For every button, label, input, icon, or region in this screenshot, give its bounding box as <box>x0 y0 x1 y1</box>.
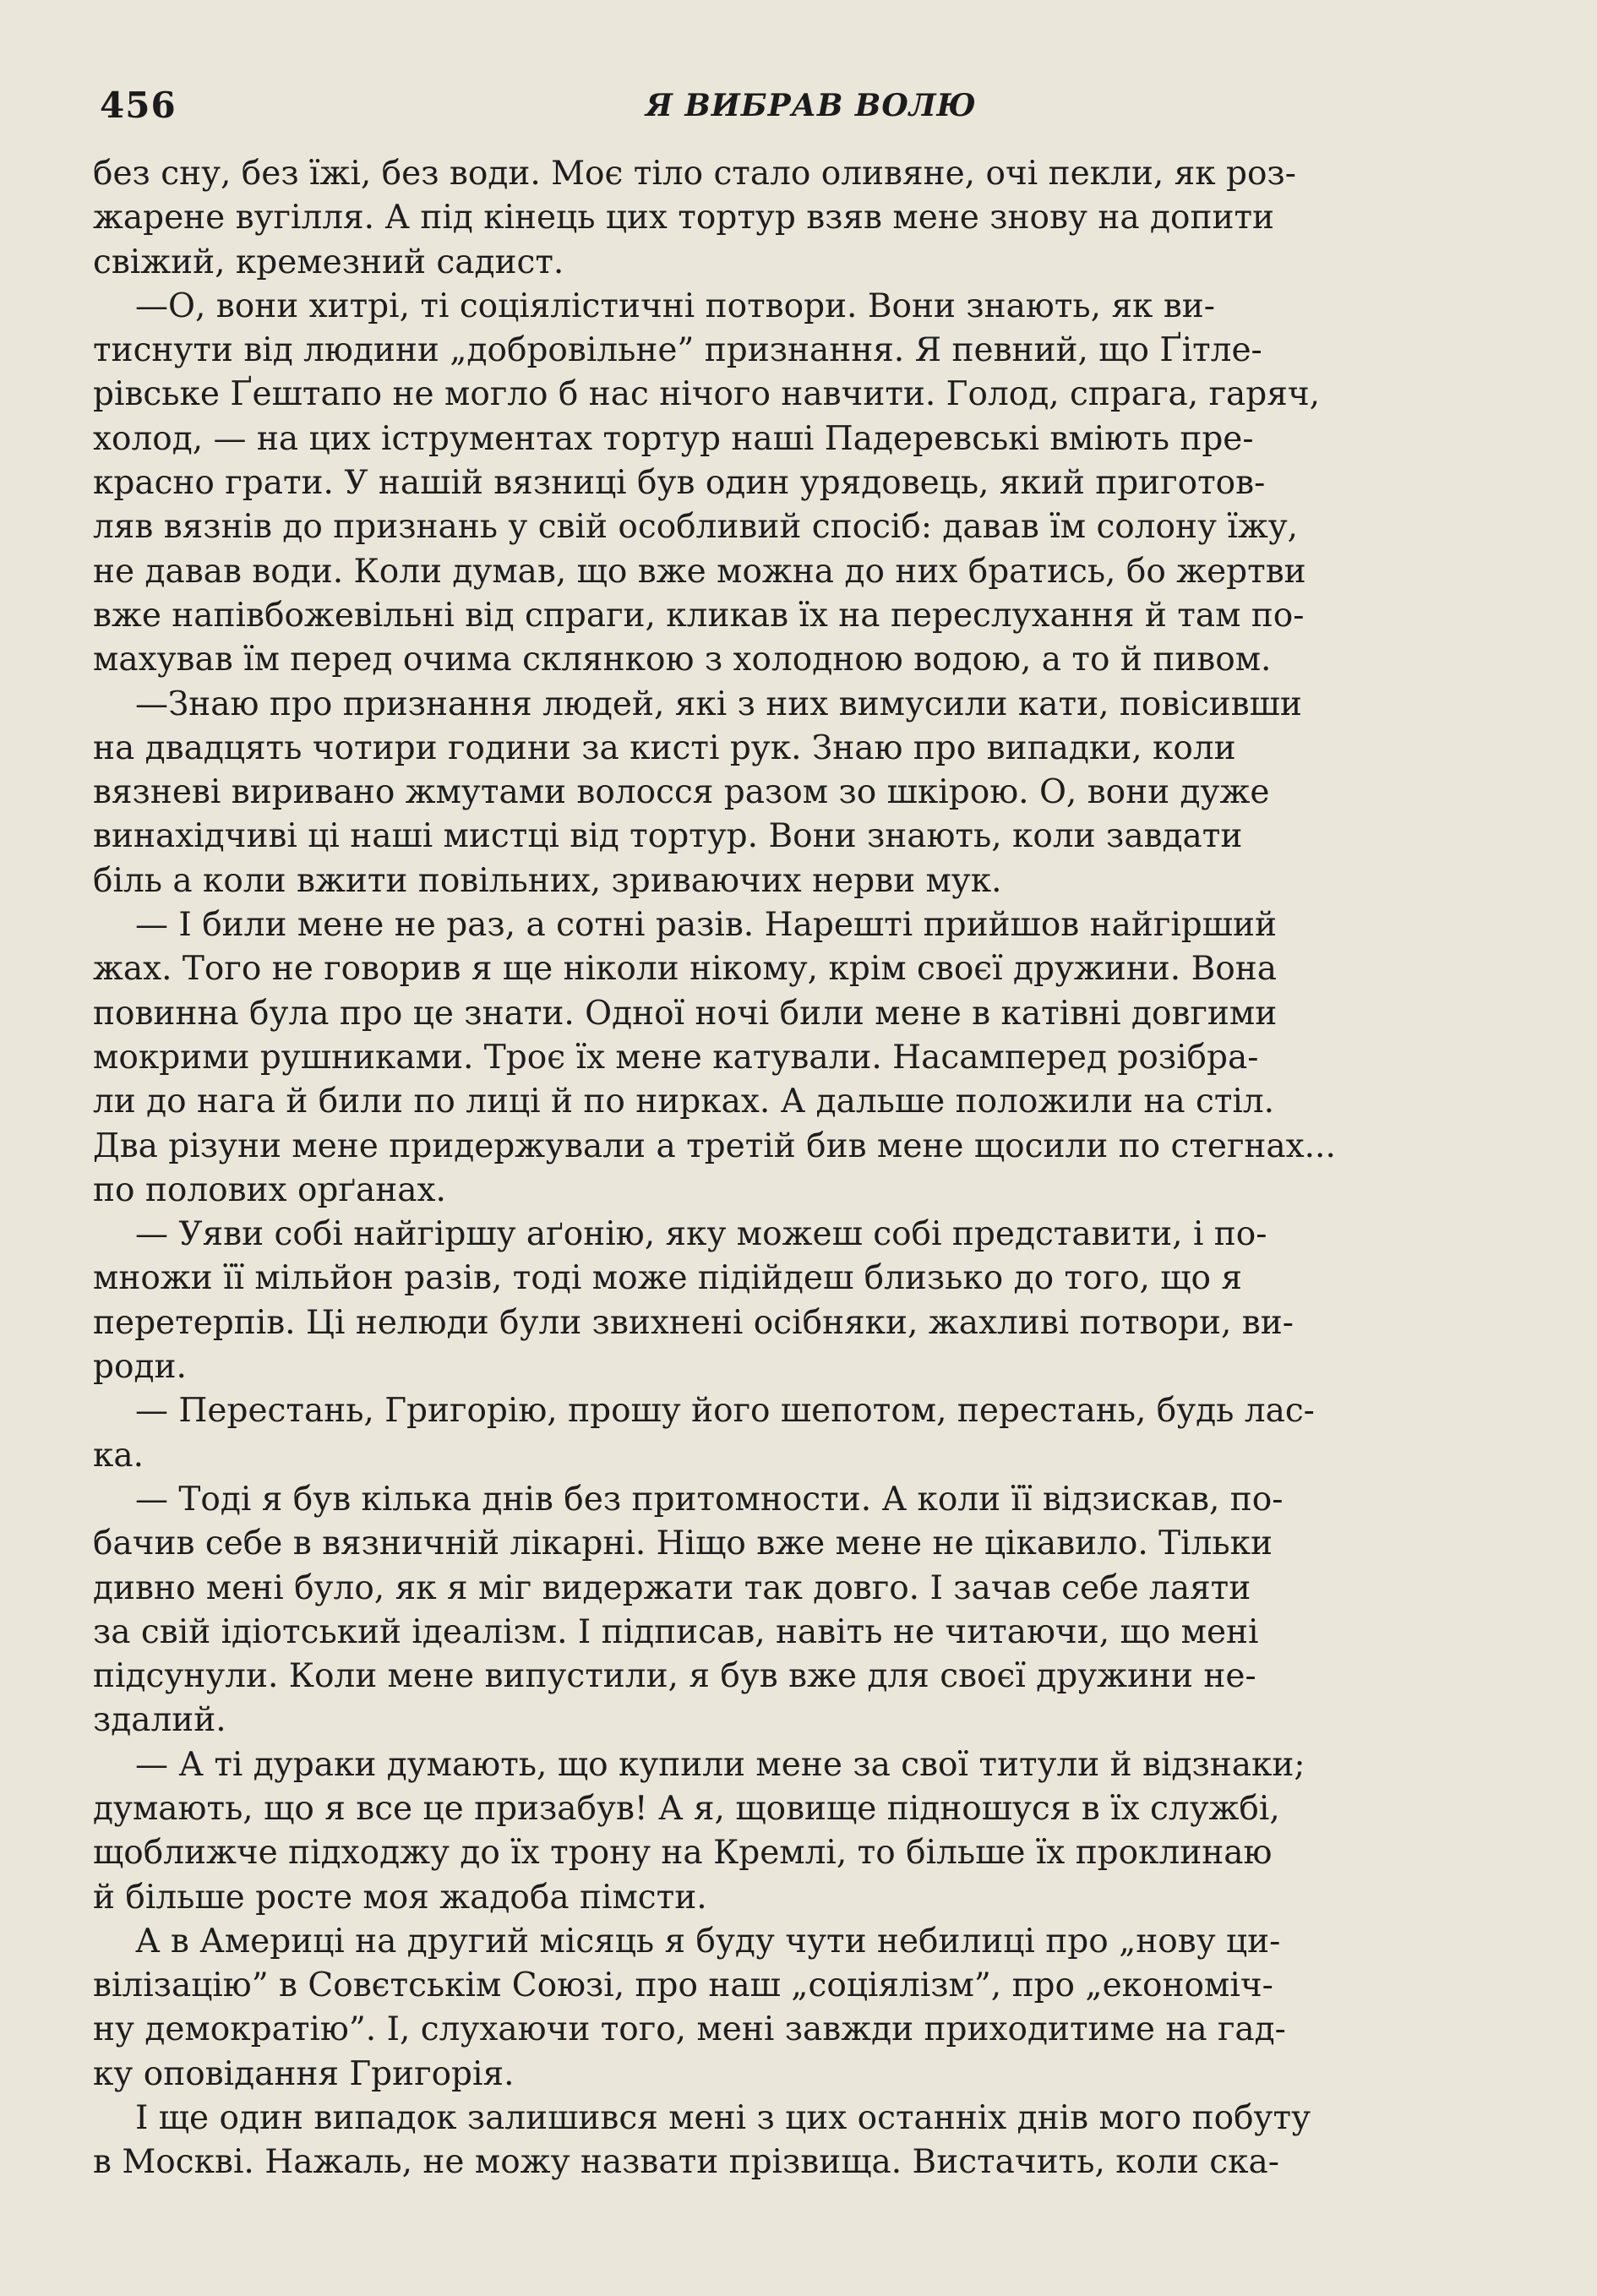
paragraph <box>93 903 1529 1213</box>
paragraph <box>93 2097 1529 2185</box>
text-line: — А ті дураки думають, що купили мене за свої титули й відзнаки; <box>135 1745 1305 1784</box>
paragraph <box>93 152 1529 285</box>
text-line: — Тоді я був кілька днів без притомности. А коли її відзискав, по- <box>135 1480 1284 1519</box>
text-line: повинна була про це знати. Одної ночі били мене в катівні довгими <box>93 994 1278 1033</box>
text-line: роди. <box>93 1348 187 1387</box>
text-line: ну демократію”. І, слухаючи того, мені завжди приходитиме на гад- <box>93 2010 1286 2049</box>
text-line: щоближче підходжу до їх трону на Кремлі, то більше їх проклинаю <box>93 1834 1273 1873</box>
text-line: ка. <box>93 1436 144 1475</box>
paragraph <box>93 285 1529 683</box>
text-line: — І били мене не раз, а сотні разів. Нарешті прийшов найгірший <box>135 906 1278 945</box>
paragraph <box>93 1920 1529 2097</box>
text-line: по полових орґанах. <box>93 1170 446 1209</box>
text-line: ли до нага й били по лиці й по нирках. А дальше положили на стіл. <box>93 1083 1275 1121</box>
text-line: дивно мені було, як я міг видержати так довго. І зачав себе лаяти <box>93 1568 1251 1607</box>
page-number: 456 <box>100 85 177 126</box>
text-line: —Знаю про признання людей, які з них вимусили кати, повісивши <box>135 684 1302 723</box>
text-line: й більше росте моя жадоба пімсти. <box>93 1878 707 1917</box>
text-line: тиснути від людини „добровільне” признання. Я певний, що Ґітле- <box>93 331 1262 370</box>
paragraph <box>93 1478 1529 1743</box>
text-line: —О, вони хитрі, ті соціялістичні потвори. Вони знають, як ви- <box>135 286 1215 325</box>
text-line: ку оповідання Григорія. <box>93 2054 515 2093</box>
text-line: А в Америці на другий місяць я буду чути небилиці про „нову ци- <box>135 1922 1281 1961</box>
text-line: — Уяви собі найгіршу аґонію, яку можеш собі представити, і по- <box>135 1215 1267 1254</box>
running-title: Я ВИБРАВ ВОЛЮ <box>646 88 977 123</box>
text-line: вязневі виривано жмутами волосся разом зо шкірою. О, вони дуже <box>93 773 1270 812</box>
text-line: перетерпів. Ці нелюди були звихнені осібняки, жахливі потвори, ви- <box>93 1303 1294 1342</box>
paragraph <box>93 1213 1529 1389</box>
text-line: за свій ідіотський ідеалізм. І підписав, навіть не читаючи, що мені <box>93 1612 1259 1651</box>
text-line: махував їм перед очима склянкою з холодною водою, а то й пивом. <box>93 641 1272 679</box>
text-line: здалий. <box>93 1701 226 1740</box>
body-text <box>93 152 1529 2185</box>
text-line: винахідчиві ці наші мистці від тортур. Вони знають, коли завдати <box>93 817 1243 856</box>
text-line: бачив себе в вязничній лікарні. Ніщо вже мене не цікавило. Тільки <box>93 1524 1273 1563</box>
text-line: холод, — на цих іструментах тортур наші Падеревські вміють пре- <box>93 419 1254 458</box>
text-line: множи її мільйон разів, тоді може підійдеш близько до того, що я <box>93 1259 1243 1298</box>
text-line: І ще один випадок залишився мені з цих останніх днів мого побуту <box>135 2099 1311 2138</box>
page-header <box>93 81 1529 140</box>
text-line: підсунули. Коли мене випустили, я був вже для своєї дружини не- <box>93 1657 1256 1696</box>
paragraph <box>93 1743 1529 1920</box>
text-line: не давав води. Коли думав, що вже можна до них братись, бо жертви <box>93 552 1306 591</box>
text-line: мокрими рушниками. Троє їх мене катували. Насамперед розібра- <box>93 1038 1259 1077</box>
text-line: на двадцять чотири години за кисті рук. Знаю про випадки, коли <box>93 728 1236 767</box>
text-line: свіжий, кремезний садист. <box>93 243 564 281</box>
text-line: жах. Того не говорив я ще ніколи нікому, крім своєї дружини. Вона <box>93 950 1277 989</box>
text-line: без сну, без їжі, без води. Моє тіло стало оливяне, очі пекли, як роз- <box>93 155 1296 193</box>
paragraph <box>93 1389 1529 1478</box>
text-line: красно грати. У нашій вязниці був один урядовець, який приготов- <box>93 464 1266 503</box>
text-line: рівське Ґештапо не могло б нас нічого навчити. Голод, спрага, гаряч, <box>93 375 1321 414</box>
text-line: в Москві. Нажаль, не можу назвати прізвища. Вистачить, коли ска- <box>93 2143 1279 2182</box>
text-line: вілізацію” в Совєтськім Союзі, про наш „соціялізм”, про „економіч- <box>93 1966 1273 2005</box>
text-line: ляв вязнів до признань у свій особливий спосіб: давав їм солону їжу, <box>93 508 1299 547</box>
text-line: жарене вугілля. А під кінець цих тортур взяв мене знову на допити <box>93 199 1275 237</box>
text-line: — Перестань, Григорію, прошу його шепотом, перестань, будь лас- <box>135 1392 1315 1431</box>
text-line: вже напівбожевільні від спраги, кликав їх на переслухання й там по- <box>93 596 1305 635</box>
text-line: біль а коли вжити повільних, зриваючих нерви мук. <box>93 861 1002 900</box>
paragraph <box>93 683 1529 903</box>
text-line: думають, що я все це призабув! А я, щовище підношуся в їх службі, <box>93 1789 1280 1828</box>
text-line: Два різуни мене придержували а третій бив мене щосили по стегнах... <box>93 1126 1336 1165</box>
